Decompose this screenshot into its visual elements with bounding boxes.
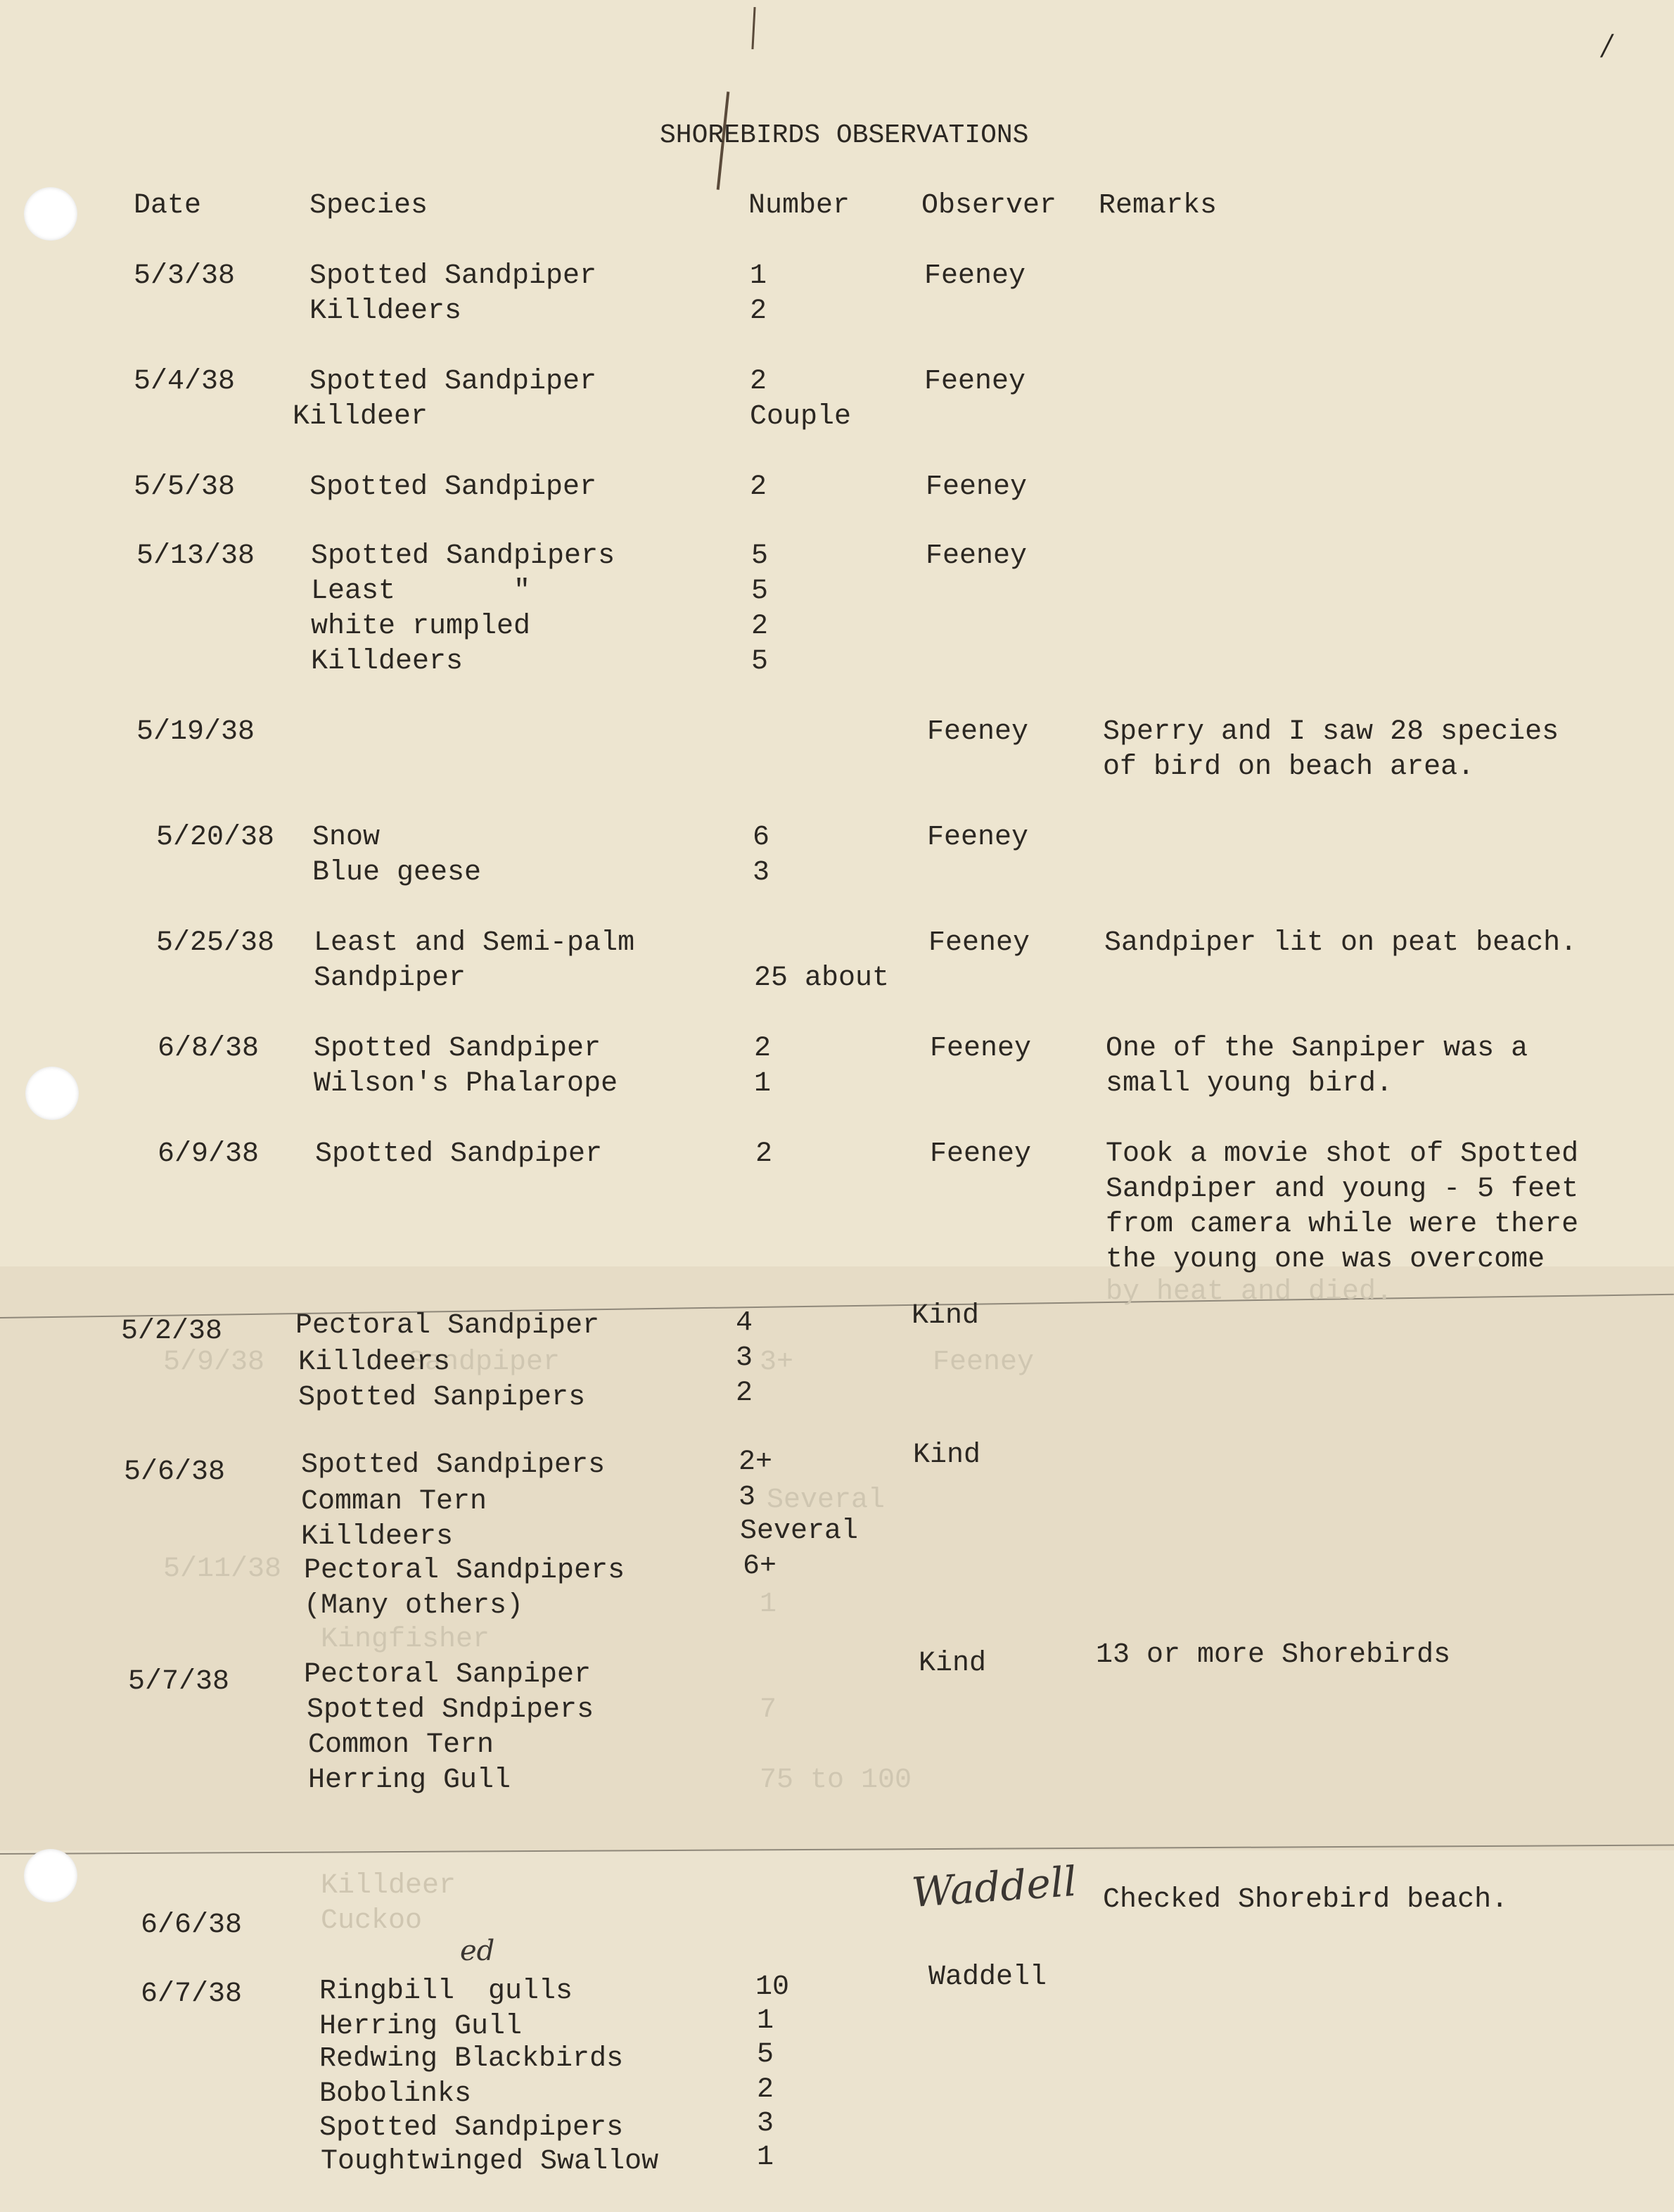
entry-number: 2 xyxy=(736,1378,753,1409)
bleed-through-text: 7 xyxy=(760,1694,777,1726)
entry-number: 3 xyxy=(739,1482,756,1513)
entry-observer: Feeney xyxy=(924,260,1026,292)
entry-species: Ringbill gulls xyxy=(319,1976,573,2007)
entry-number: 1 xyxy=(754,1068,772,1100)
bleed-through-text: 75 to 100 xyxy=(760,1765,912,1796)
entry-number: 1 xyxy=(750,260,767,292)
bleed-through-text: Feeney xyxy=(933,1347,1035,1378)
entry-observer: Kind xyxy=(913,1439,981,1471)
entry-species: Spotted Sandpipers xyxy=(311,540,615,572)
bleed-through-text: Several xyxy=(767,1485,886,1516)
entry-number: 2 xyxy=(750,295,767,327)
entry-observer: Kind xyxy=(912,1300,980,1332)
entry-remarks: Took a movie shot of Spotted xyxy=(1106,1138,1579,1170)
entry-date: 5/19/38 xyxy=(136,716,255,748)
entry-date: 5/13/38 xyxy=(136,540,255,572)
entry-species: Killdeers xyxy=(301,1521,454,1553)
entry-species: Bobolinks xyxy=(319,2078,472,2110)
entry-species: Herring Gull xyxy=(308,1765,511,1796)
bleed-through-text: Cuckoo xyxy=(321,1905,423,1937)
bleed-through-text: Sandpiper xyxy=(408,1347,561,1378)
entry-remarks: from camera while were there xyxy=(1106,1209,1579,1240)
punch-hole-bottom xyxy=(24,1849,77,1902)
entry-number: 4 xyxy=(736,1307,753,1339)
header-observer: Observer xyxy=(921,190,1057,222)
entry-number: 6 xyxy=(753,822,770,853)
entry-number: 6+ xyxy=(743,1551,777,1582)
entry-number: 2 xyxy=(751,611,769,642)
entry-date: 6/6/38 xyxy=(141,1909,243,1941)
entry-species: Killdeer xyxy=(293,401,428,433)
header-number: Number xyxy=(748,190,850,222)
entry-number: 1 xyxy=(757,2005,774,2037)
entry-number: 1 xyxy=(757,2142,774,2173)
page-title: SHOREBIRDS OBSERVATIONS xyxy=(660,120,1029,151)
page-number: / xyxy=(1602,30,1612,62)
entry-species: Killdeers xyxy=(298,1347,451,1378)
entry-date: 5/5/38 xyxy=(134,471,236,503)
entry-observer: Feeney xyxy=(927,716,1029,748)
entry-remarks: 13 or more Shorebirds xyxy=(1096,1639,1451,1671)
entry-observer: Feeney xyxy=(926,471,1028,503)
entry-number: 2 xyxy=(755,1138,773,1170)
entry-date: 6/7/38 xyxy=(141,1978,243,2010)
entry-number: 2+ xyxy=(739,1447,773,1478)
entry-species: (Many others) xyxy=(304,1590,524,1622)
entry-number: 5 xyxy=(751,576,769,607)
entry-species: white rumpled xyxy=(311,611,531,642)
entry-observer: Feeney xyxy=(928,927,1030,959)
entry-species: Spotted Sanpipers xyxy=(298,1382,586,1413)
entry-observer: Feeney xyxy=(930,1033,1032,1064)
bleed-through-text: Kingfisher xyxy=(321,1624,490,1655)
entry-remarks: Sandpiper lit on peat beach. xyxy=(1104,927,1578,959)
entry-species: Spotted Sandpipers xyxy=(319,2112,624,2144)
handwritten-signature: Waddell xyxy=(909,1857,1078,1917)
entry-number: 2 xyxy=(750,471,767,503)
entry-remarks: Sandpiper and young - 5 feet xyxy=(1106,1174,1579,1205)
entry-number: 2 xyxy=(750,366,767,398)
entry-species: Redwing Blackbirds xyxy=(319,2043,624,2075)
entry-observer: Feeney xyxy=(927,822,1029,853)
entry-date: 5/20/38 xyxy=(156,822,275,853)
entry-number: 5 xyxy=(751,646,769,678)
bleed-through-text: Killdeer xyxy=(321,1870,456,1902)
entry-date: 5/7/38 xyxy=(128,1666,230,1698)
entry-species: Pectoral Sandpipers xyxy=(304,1555,625,1587)
bleed-through-text: 5/11/38 xyxy=(163,1553,282,1585)
entry-species: Wilson's Phalarope xyxy=(314,1068,618,1100)
entry-date: 5/6/38 xyxy=(124,1456,226,1488)
entry-observer: Feeney xyxy=(924,366,1026,398)
entry-remarks: Sperry and I saw 28 species xyxy=(1103,716,1559,748)
entry-number: 2 xyxy=(757,2074,774,2106)
entry-number: 25 about xyxy=(754,962,890,994)
entry-remarks: One of the Sanpiper was a xyxy=(1106,1033,1528,1064)
bleed-through-text: 5/9/38 xyxy=(163,1347,265,1378)
entry-species: Sandpiper xyxy=(314,962,466,994)
entry-number: 3 xyxy=(757,2108,774,2140)
entry-number: 2 xyxy=(754,1033,772,1064)
entry-species: Killdeers xyxy=(309,295,462,327)
entry-number: Couple xyxy=(750,401,852,433)
entry-species: Snow xyxy=(312,822,381,853)
entry-number: 5 xyxy=(751,540,769,572)
entry-species: Spotted Sandpipers xyxy=(301,1449,606,1481)
entry-species: Spotted Sandpiper xyxy=(315,1138,603,1170)
punch-hole-top xyxy=(24,187,77,241)
entry-observer: Waddell xyxy=(928,1962,1047,1993)
entry-date: 6/8/38 xyxy=(158,1033,260,1064)
bleed-through-text: 1 xyxy=(760,1589,777,1620)
entry-observer: Feeney xyxy=(926,540,1028,572)
entry-species: Spotted Sandpiper xyxy=(314,1033,601,1064)
entry-observer: Feeney xyxy=(930,1138,1032,1170)
header-remarks: Remarks xyxy=(1099,190,1218,222)
entry-species: Spotted Sandpiper xyxy=(309,366,597,398)
entry-species: Comman Tern xyxy=(301,1486,487,1518)
entry-species: Killdeers xyxy=(311,646,464,678)
entry-species: Herring Gull xyxy=(319,2011,523,2042)
entry-number: 5 xyxy=(757,2039,774,2071)
entry-species: Pectoral Sanpiper xyxy=(304,1659,592,1691)
entry-species: Spotted Sndpipers xyxy=(307,1694,594,1726)
entry-date: 5/2/38 xyxy=(121,1316,223,1347)
entry-species: Blue geese xyxy=(312,857,482,889)
entry-date: 6/9/38 xyxy=(158,1138,260,1170)
entry-species: Spotted Sandpiper xyxy=(309,471,597,503)
entry-species: Least and Semi-palm xyxy=(314,927,635,959)
header-date: Date xyxy=(134,190,202,222)
entry-species: Toughtwinged Swallow xyxy=(321,2146,659,2178)
entry-species: Spotted Sandpiper xyxy=(309,260,597,292)
handwritten-insert: ed xyxy=(460,1935,495,1967)
entry-species: Pectoral Sandpiper xyxy=(295,1310,600,1342)
entry-observer: Kind xyxy=(919,1648,987,1679)
entry-number: 3 xyxy=(736,1342,753,1374)
entry-number: 3 xyxy=(753,857,770,889)
entry-remarks: Checked Shorebird beach. xyxy=(1103,1884,1509,1916)
entry-species: Least " xyxy=(311,576,531,607)
bleed-through-text: by heat and died. xyxy=(1106,1276,1393,1308)
entry-remarks: the young one was overcome xyxy=(1106,1244,1545,1276)
entry-species: Common Tern xyxy=(308,1729,494,1761)
entry-number: 10 xyxy=(755,1971,790,2003)
header-species: Species xyxy=(309,190,428,222)
punch-hole-middle xyxy=(25,1067,79,1120)
bleed-through-text: 3+ xyxy=(760,1347,794,1378)
entry-remarks: small young bird. xyxy=(1106,1068,1393,1100)
entry-number: Several xyxy=(740,1515,859,1547)
entry-date: 5/25/38 xyxy=(156,927,275,959)
entry-date: 5/4/38 xyxy=(134,366,236,398)
entry-remarks: of bird on beach area. xyxy=(1103,751,1475,783)
entry-date: 5/3/38 xyxy=(134,260,236,292)
